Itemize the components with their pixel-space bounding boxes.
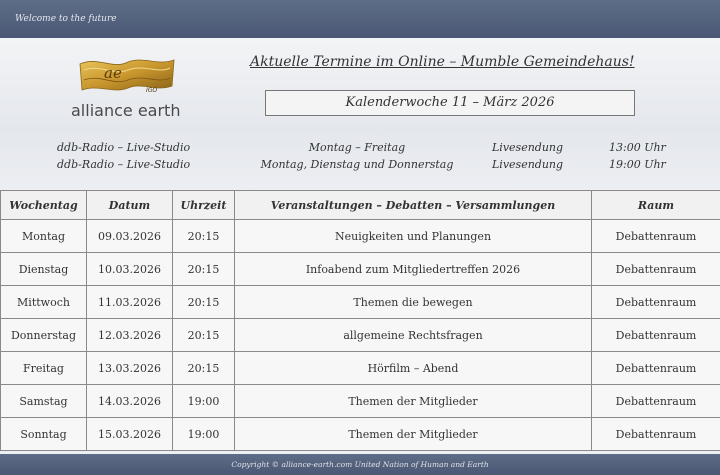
radio-schedule-row <box>57 158 677 172</box>
table-row <box>1 385 720 418</box>
welcome-text: Welcome to the future <box>15 14 117 24</box>
event-cell: Neuigkeiten und Planungen <box>235 220 592 253</box>
time-cell: 19:00 <box>173 385 235 418</box>
radio-days: Montag, Dienstag und Donnerstag <box>260 158 454 171</box>
event-cell: Themen der Mitglieder <box>235 418 592 451</box>
logo-badge: IGO <box>146 87 158 94</box>
room-cell: Debattenraum <box>592 286 720 319</box>
calendar-week-box: Kalenderwoche 11 – März 2026 <box>265 90 635 116</box>
table-header-row <box>1 191 720 220</box>
page-headline[interactable]: Aktuelle Termine im Online – Mumble Gemeindehaus! <box>250 54 635 70</box>
logo-monogram: ae <box>104 64 122 82</box>
room-cell: Debattenraum <box>592 253 720 286</box>
top-bar <box>0 0 720 39</box>
radio-type: Livesendung <box>492 141 564 154</box>
column-header: Uhrzeit <box>173 191 235 220</box>
event-cell: Hörfilm – Abend <box>235 352 592 385</box>
weekday-cell: Montag <box>1 220 87 253</box>
column-header: Veranstaltungen – Debatten – Versammlungen <box>235 191 592 220</box>
radio-time: 19:00 Uhr <box>609 158 666 171</box>
table-row <box>1 418 720 451</box>
radio-schedule-row <box>57 141 677 155</box>
table-row <box>1 253 720 286</box>
event-cell: Themen die bewegen <box>235 286 592 319</box>
alliance-earth-logo-icon[interactable] <box>78 56 176 96</box>
weekday-cell: Donnerstag <box>1 319 87 352</box>
date-cell: 12.03.2026 <box>87 319 173 352</box>
table-row <box>1 286 720 319</box>
time-cell: 20:15 <box>173 253 235 286</box>
event-cell: allgemeine Rechtsfragen <box>235 319 592 352</box>
footer-copyright: Copyright © alliance-earth.com United Nation of Human and Earth <box>0 454 720 475</box>
radio-days: Montag – Freitag <box>308 141 406 154</box>
column-header: Wochentag <box>1 191 87 220</box>
table-row <box>1 319 720 352</box>
room-cell: Debattenraum <box>592 352 720 385</box>
date-cell: 15.03.2026 <box>87 418 173 451</box>
events-table <box>0 190 720 451</box>
weekday-cell: Dienstag <box>1 253 87 286</box>
weekday-cell: Sonntag <box>1 418 87 451</box>
time-cell: 20:15 <box>173 352 235 385</box>
column-header: Raum <box>592 191 720 220</box>
room-cell: Debattenraum <box>592 385 720 418</box>
logo-name: alliance earth <box>71 101 181 120</box>
date-cell: 10.03.2026 <box>87 253 173 286</box>
header <box>0 38 720 190</box>
radio-time: 13:00 Uhr <box>609 141 666 154</box>
event-cell: Themen der Mitglieder <box>235 385 592 418</box>
time-cell: 20:15 <box>173 319 235 352</box>
date-cell: 11.03.2026 <box>87 286 173 319</box>
date-cell: 09.03.2026 <box>87 220 173 253</box>
table-row <box>1 220 720 253</box>
time-cell: 20:15 <box>173 286 235 319</box>
radio-type: Livesendung <box>492 158 564 171</box>
column-header: Datum <box>87 191 173 220</box>
room-cell: Debattenraum <box>592 319 720 352</box>
event-cell: Infoabend zum Mitgliedertreffen 2026 <box>235 253 592 286</box>
date-cell: 13.03.2026 <box>87 352 173 385</box>
date-cell: 14.03.2026 <box>87 385 173 418</box>
radio-studio: ddb-Radio – Live-Studio <box>57 158 191 171</box>
time-cell: 19:00 <box>173 418 235 451</box>
room-cell: Debattenraum <box>592 220 720 253</box>
weekday-cell: Mittwoch <box>1 286 87 319</box>
weekday-cell: Samstag <box>1 385 87 418</box>
time-cell: 20:15 <box>173 220 235 253</box>
table-row <box>1 352 720 385</box>
weekday-cell: Freitag <box>1 352 87 385</box>
radio-studio: ddb-Radio – Live-Studio <box>57 141 191 154</box>
room-cell: Debattenraum <box>592 418 720 451</box>
